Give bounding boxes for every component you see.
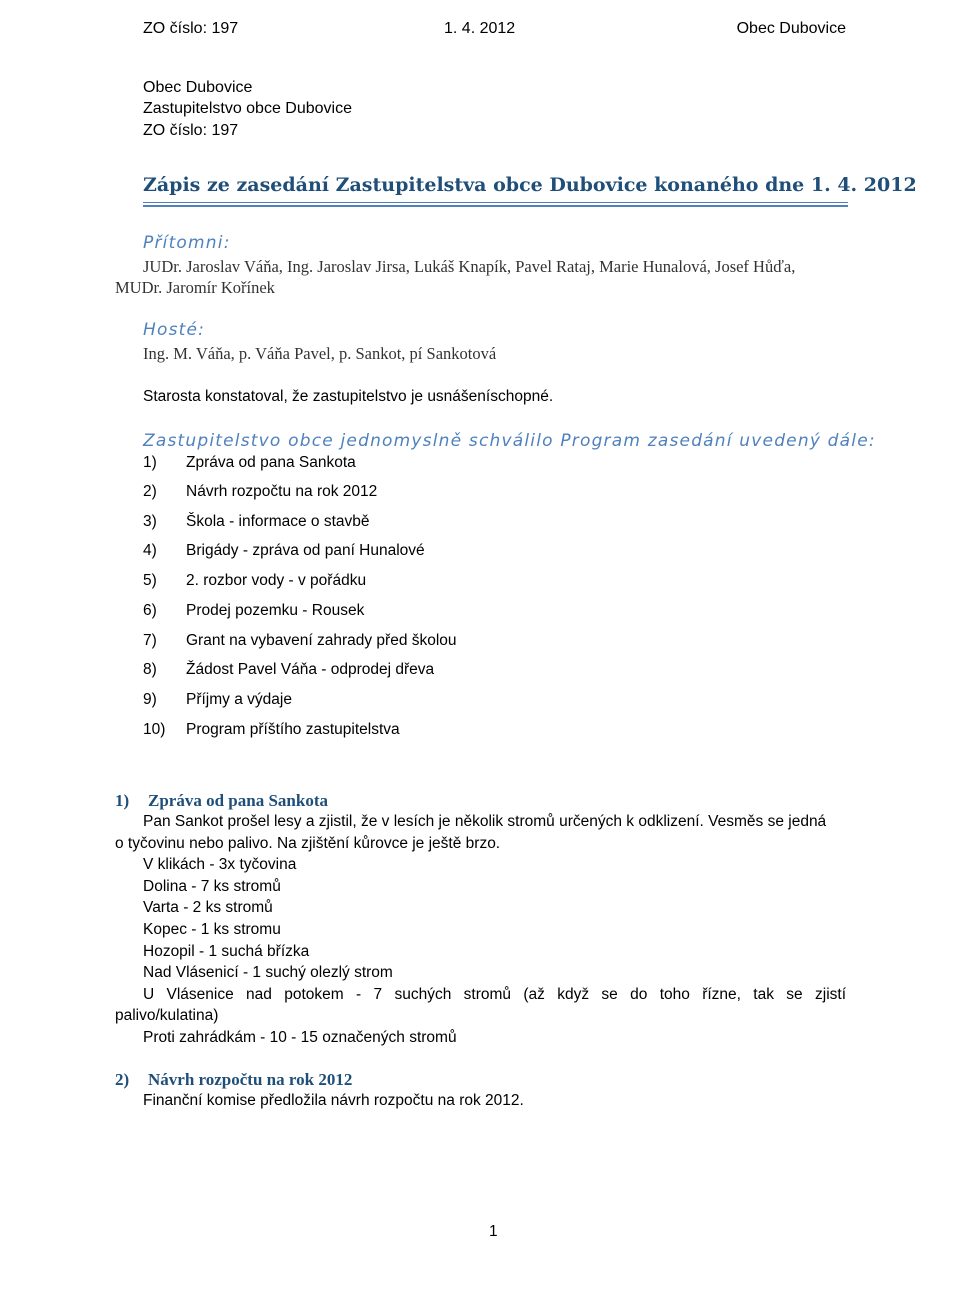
header-left: ZO číslo: 197 xyxy=(143,20,239,37)
present-heading: Přítomni: xyxy=(143,233,231,253)
section-2-number: 2) xyxy=(115,1070,130,1089)
section-1-long-line-2: palivo/kulatina) xyxy=(115,1007,219,1024)
tree-list-item: Dolina - 7 ks stromů xyxy=(143,878,281,895)
program-item-text: Zpráva od pana Sankota xyxy=(186,454,356,471)
tree-list-item: Varta - 2 ks stromů xyxy=(143,899,273,916)
address-line-1: Obec Dubovice xyxy=(143,79,253,96)
tree-list-item: Hozopil - 1 suchá břízka xyxy=(143,943,310,960)
program-item-text: Program příštího zastupitelstva xyxy=(186,721,400,738)
program-item xyxy=(143,691,292,709)
address-line-2: Zastupitelstvo obce Dubovice xyxy=(143,100,352,117)
section-1-last-line: Proti zahrádkám - 10 - 15 označených stromů xyxy=(143,1029,457,1046)
header-date: 1. 4. 2012 xyxy=(444,20,516,37)
guests-line-1: Ing. M. Váňa, p. Váňa Pavel, p. Sankot, pí Sankotová xyxy=(143,344,497,363)
tree-list-item: Nad Vlásenicí - 1 suchý olezlý strom xyxy=(143,964,393,981)
program-item-text: Prodej pozemku - Rousek xyxy=(186,602,365,619)
program-item-text: Grant na vybavení zahrady před školou xyxy=(186,632,457,649)
section-1-title: Zpráva od pana Sankota xyxy=(148,791,328,810)
program-item xyxy=(143,572,366,590)
program-item-number: 1) xyxy=(143,454,157,471)
quorum-statement: Starosta konstatoval, že zastupitelstvo je usnášeníschopné. xyxy=(143,388,554,405)
address-line-3: ZO číslo: 197 xyxy=(143,122,239,139)
program-item-number: 5) xyxy=(143,572,157,589)
program-item-text: Návrh rozpočtu na rok 2012 xyxy=(186,483,378,500)
header-right: Obec Dubovice xyxy=(736,20,846,37)
title-rule-thin xyxy=(143,202,848,203)
section-2-title: Návrh rozpočtu na rok 2012 xyxy=(148,1070,353,1089)
program-item-number: 4) xyxy=(143,542,157,559)
section-1-para-line-1: Pan Sankot prošel lesy a zjistil, že v lesích je několik stromů určených k odklizení. Vesměs se jedná xyxy=(143,813,827,830)
program-item-number: 8) xyxy=(143,661,157,678)
program-item-text: Žádost Pavel Váňa - odprodej dřeva xyxy=(186,661,435,678)
present-line-1: JUDr. Jaroslav Váňa, Ing. Jaroslav Jirsa, Lukáš Knapík, Pavel Rataj, Marie Hunalová, Josef Hůďa, xyxy=(143,257,796,276)
program-item-text: Škola - informace o stavbě xyxy=(186,513,370,530)
tree-list-item: V klikách - 3x tyčovina xyxy=(143,856,297,873)
title-rule-thick xyxy=(143,205,848,207)
program-item-number: 10) xyxy=(143,721,166,738)
section-1-para-line-2: o tyčovinu nebo palivo. Na zjištění kůrovce je ještě brzo. xyxy=(115,835,501,852)
section-2-para: Finanční komise předložila návrh rozpočtu na rok 2012. xyxy=(143,1092,524,1109)
program-item-number: 6) xyxy=(143,602,157,619)
program-item xyxy=(143,661,434,679)
program-item-number: 7) xyxy=(143,632,157,649)
program-item xyxy=(143,513,370,531)
program-item-number: 2) xyxy=(143,483,157,500)
program-item xyxy=(143,483,377,501)
section-1-heading xyxy=(115,791,328,811)
section-1-long-line-1: U Vlásenice nad potokem - 7 suchých stromů (až když se do toho řízne, tak se zjistí xyxy=(143,986,846,1003)
section-1-number: 1) xyxy=(115,791,130,810)
program-heading: Zastupitelstvo obce jednomyslně schválilo Program zasedání uvedený dále: xyxy=(143,431,876,451)
program-item-text: 2. rozbor vody - v pořádku xyxy=(186,572,367,589)
program-item xyxy=(143,632,457,650)
present-line-2: MUDr. Jaromír Kořínek xyxy=(115,278,275,297)
page-number: 1 xyxy=(489,1223,498,1240)
guests-heading: Hosté: xyxy=(143,320,206,340)
program-item-number: 9) xyxy=(143,691,157,708)
tree-list-item: Kopec - 1 ks stromu xyxy=(143,921,281,938)
program-item-text: Brigády - zpráva od paní Hunalové xyxy=(186,542,425,559)
program-item xyxy=(143,454,356,472)
program-item-text: Příjmy a výdaje xyxy=(186,691,292,708)
program-item xyxy=(143,542,425,560)
program-item xyxy=(143,721,400,739)
section-2-heading xyxy=(115,1070,352,1090)
document-title: Zápis ze zasedání Zastupitelstva obce Dubovice konaného dne 1. 4. 2012 xyxy=(143,174,917,196)
program-item xyxy=(143,602,364,620)
program-item-number: 3) xyxy=(143,513,157,530)
